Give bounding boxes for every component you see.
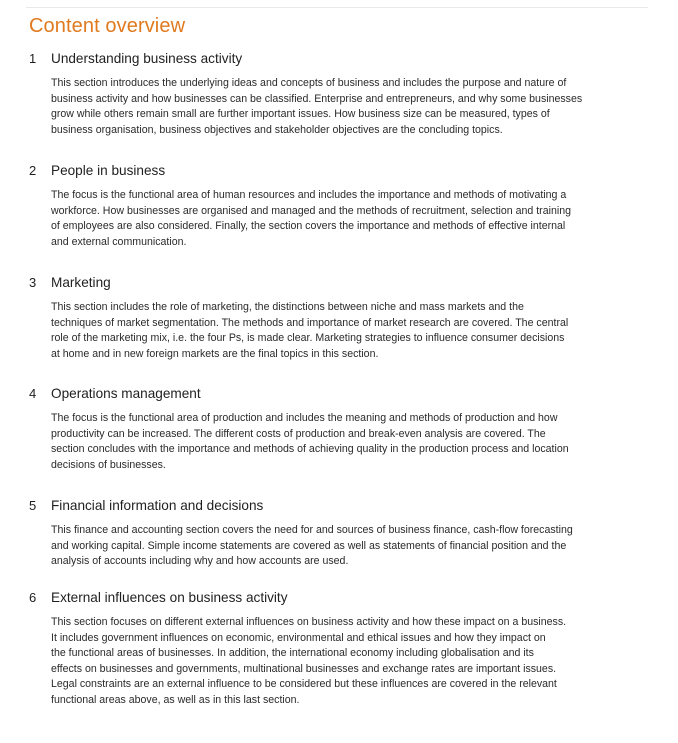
section-title: Marketing: [51, 275, 111, 290]
section-6: [0, 589, 678, 708]
body-line: analysis of accounts including why and how accounts are used.: [51, 555, 349, 567]
body-line: Legal constraints are an external influence to be considered but these influences are covered in the relevant: [51, 678, 557, 690]
body-line: The focus is the functional area of production and includes the meaning and methods of production and how: [51, 412, 558, 424]
section-number: 5: [29, 498, 37, 513]
page-title: Content overview: [29, 15, 186, 37]
section-number: 1: [29, 51, 37, 66]
body-line: productivity can be increased. The different costs of production and break-even analysis are covered. The: [51, 427, 546, 440]
section-body: [51, 411, 641, 473]
body-line: This section introduces the underlying ideas and concepts of business and includes the purpose and nature of: [51, 77, 567, 89]
body-line: techniques of market segmentation. The methods and importance of market research are covered. The central: [51, 316, 569, 329]
section-heading: [0, 497, 678, 515]
section-3: [0, 274, 678, 385]
section-title: Understanding business activity: [51, 51, 243, 66]
body-line: and external communication.: [51, 235, 187, 248]
body-line: business activity and how businesses can be classified. Enterprise and entrepreneurs, and why some businesses: [51, 92, 583, 105]
section-number: 3: [29, 275, 37, 290]
section-5: [0, 497, 678, 589]
section-body: [51, 300, 641, 362]
body-line: This finance and accounting section covers the need for and sources of business finance, cash-flow forecasting: [51, 524, 573, 536]
body-line: functional areas above, as well as in this last section.: [51, 693, 300, 706]
section-4: [0, 385, 678, 497]
section-heading: [0, 589, 678, 607]
section-number: 4: [29, 386, 37, 401]
section-body: [51, 523, 641, 570]
section-title: Operations management: [51, 386, 201, 401]
body-line: of employees are also considered. Finally, the section covers the importance and methods of effective internal: [51, 220, 566, 232]
body-line: business organisation, business objectives and stakeholder objectives are the concluding topics.: [51, 123, 503, 136]
section-body: [51, 615, 641, 708]
section-heading: [0, 385, 678, 403]
section-title: Financial information and decisions: [51, 498, 264, 513]
section-heading: [0, 274, 678, 292]
body-line: the functional areas of businesses. In addition, the international economy including globalisation and its: [51, 647, 534, 659]
body-line: The focus is the functional area of human resources and includes the importance and methods of motivating a: [51, 189, 567, 201]
body-line: effects on businesses and governments, multinational businesses and exchange rates are important issues.: [51, 662, 557, 675]
section-heading: [0, 50, 678, 68]
body-line: section concludes with the importance and methods of achieving quality in the production process and location: [51, 443, 569, 455]
body-line: role of the marketing mix, i.e. the four Ps, is made clear. Marketing strategies to influence consumer decisions: [51, 332, 565, 344]
body-line: grow while others remain small are further important issues. How business size can be measured, types of: [51, 108, 550, 120]
section-number: 6: [29, 590, 37, 605]
section-number: 2: [29, 163, 37, 178]
sections-list: [0, 50, 678, 708]
body-line: decisions of businesses.: [51, 458, 166, 471]
body-line: and working capital. Simple income statements are covered as well as statements of financial position and the: [51, 539, 567, 552]
top-divider: [26, 7, 648, 8]
section-1: [0, 50, 678, 162]
section-title: People in business: [51, 163, 166, 178]
body-line: It includes government influences on economic, environmental and ethical issues and how they impact on: [51, 631, 546, 644]
section-2: [0, 162, 678, 274]
body-line: This section focuses on different external influences on business activity and how these impact on a business.: [51, 616, 567, 628]
section-body: [51, 188, 641, 250]
body-line: workforce. How businesses are organised and managed and the methods of recruitment, selection and training: [51, 204, 571, 217]
section-body: [51, 76, 641, 138]
body-line: at home and in new foreign markets are the final topics in this section.: [51, 347, 379, 360]
section-title: External influences on business activity: [51, 590, 288, 605]
section-heading: [0, 162, 678, 180]
body-line: This section includes the role of marketing, the distinctions between niche and mass markets and the: [51, 301, 524, 313]
